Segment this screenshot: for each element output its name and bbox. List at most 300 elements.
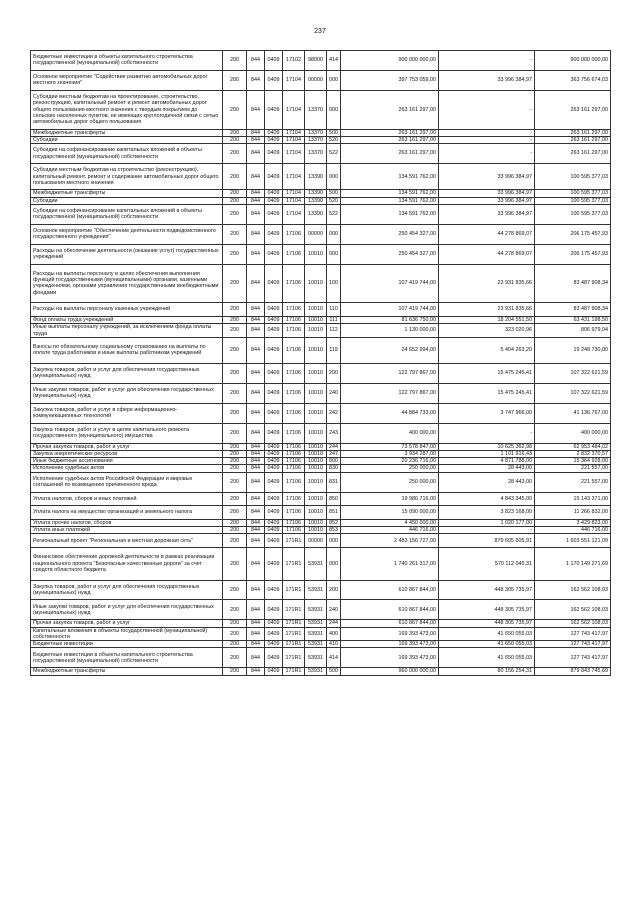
row-v1-cell: 169 393 473,00	[341, 648, 439, 668]
row-v2-cell: -	[439, 144, 535, 164]
table-row	[31, 600, 611, 620]
row-c3-cell: 0409	[265, 129, 283, 136]
row-c6-cell: 522	[327, 144, 341, 164]
row-c5-cell: 13370	[305, 129, 327, 136]
row-c1-cell: 200	[223, 164, 247, 190]
row-v1-cell: 250 000,00	[341, 465, 439, 472]
row-v1-cell: 134 591 762,00	[341, 164, 439, 190]
row-c3-cell: 0409	[265, 264, 283, 303]
row-c5-cell: 00000	[305, 70, 327, 90]
row-c6-cell: 242	[327, 403, 341, 423]
row-v3-cell: 206 175 457,93	[535, 224, 611, 244]
row-name-cell: Расходы на выплаты персоналу казенных учреждений	[31, 303, 223, 317]
row-c5-cell: 10010	[305, 472, 327, 492]
row-c6-cell: 500	[327, 668, 341, 675]
row-v3-cell: 127 743 417,97	[535, 641, 611, 648]
row-v1-cell: 107 419 744,00	[341, 264, 439, 303]
row-c1-cell: 200	[223, 316, 247, 323]
row-c3-cell: 0409	[265, 190, 283, 197]
row-c1-cell: 200	[223, 383, 247, 403]
row-v2-cell: 41 650 055,03	[439, 627, 535, 641]
table-row	[31, 363, 611, 383]
row-v2-cell: 448 305 735,97	[439, 620, 535, 627]
row-v3-cell: 100 595 377,03	[535, 164, 611, 190]
row-c2-cell: 844	[247, 51, 265, 71]
row-v2-cell: 15 475 245,41	[439, 383, 535, 403]
table-row	[31, 534, 611, 548]
row-c4-cell: 17104	[283, 164, 305, 190]
row-v1-cell: 122 797 867,00	[341, 383, 439, 403]
row-c2-cell: 844	[247, 363, 265, 383]
table-row	[31, 641, 611, 648]
row-c3-cell: 0409	[265, 519, 283, 526]
row-c5-cell: 10010	[305, 363, 327, 383]
row-v3-cell: 15 143 371,00	[535, 492, 611, 506]
row-c4-cell: 171R1	[283, 534, 305, 548]
row-v2-cell: 41 650 055,03	[439, 648, 535, 668]
row-c4-cell: 171R1	[283, 600, 305, 620]
row-name-cell: Субсидии	[31, 136, 223, 143]
row-c5-cell: 10010	[305, 316, 327, 323]
row-c2-cell: 844	[247, 129, 265, 136]
row-c5-cell: 10010	[305, 443, 327, 450]
row-c6-cell: 100	[327, 264, 341, 303]
table-row	[31, 648, 611, 668]
row-c6-cell: 000	[327, 224, 341, 244]
row-c5-cell: 13370	[305, 90, 327, 129]
row-c1-cell: 200	[223, 303, 247, 317]
row-v3-cell: 63 431 198,50	[535, 316, 611, 323]
row-c4-cell: 171R1	[283, 648, 305, 668]
table-row	[31, 519, 611, 526]
row-c1-cell: 200	[223, 136, 247, 143]
row-name-cell: Бюджетные инвестиции	[31, 641, 223, 648]
row-c1-cell: 200	[223, 641, 247, 648]
row-v2-cell: 879 605 605,91	[439, 534, 535, 548]
row-c4-cell: 17104	[283, 204, 305, 224]
row-v3-cell: 263 161 297,00	[535, 90, 611, 129]
row-name-cell: Иные бюджетные ассигнования	[31, 458, 223, 465]
row-c3-cell: 0409	[265, 668, 283, 675]
row-v3-cell: 263 161 297,00	[535, 144, 611, 164]
row-name-cell: Уплата иных платежей	[31, 527, 223, 534]
row-v3-cell: 100 595 377,03	[535, 204, 611, 224]
row-c3-cell: 0409	[265, 580, 283, 600]
row-c4-cell: 17106	[283, 465, 305, 472]
row-name-cell: Закупка товаров, работ и услуг для обеспечения государственных (муниципальных) нужд	[31, 363, 223, 383]
row-v1-cell: 610 867 844,00	[341, 600, 439, 620]
row-v2-cell: 3 747 966,00	[439, 403, 535, 423]
row-c2-cell: 844	[247, 337, 265, 363]
row-v2-cell: 570 112 045,31	[439, 548, 535, 581]
row-c4-cell: 17102	[283, 51, 305, 71]
row-v2-cell: 33 996 384,97	[439, 70, 535, 90]
row-v2-cell: -	[439, 136, 535, 143]
row-c5-cell: 53931	[305, 648, 327, 668]
row-c6-cell: 000	[327, 534, 341, 548]
row-name-cell: Субсидии на софинансирование капитальных вложений в объекты государственной (муниципальной) собственности	[31, 144, 223, 164]
row-v3-cell: 446 716,00	[535, 527, 611, 534]
row-name-cell: Финансовое обеспечение дорожной деятельности в рамках реализации национального проекта "Безопасные качественные дороги" за счет средств областного бюджета	[31, 548, 223, 581]
row-c1-cell: 200	[223, 197, 247, 204]
row-v3-cell: 107 322 621,59	[535, 383, 611, 403]
row-c1-cell: 200	[223, 443, 247, 450]
row-v3-cell: 127 743 417,97	[535, 627, 611, 641]
row-c1-cell: 200	[223, 423, 247, 443]
row-c5-cell: 10010	[305, 403, 327, 423]
table-row	[31, 164, 611, 190]
table-row	[31, 506, 611, 520]
row-v1-cell: 3 934 287,00	[341, 450, 439, 457]
row-c6-cell: 400	[327, 627, 341, 641]
row-c6-cell: 244	[327, 443, 341, 450]
row-c3-cell: 0409	[265, 363, 283, 383]
row-c1-cell: 200	[223, 51, 247, 71]
row-v2-cell: 18 204 551,50	[439, 316, 535, 323]
row-c4-cell: 17106	[283, 264, 305, 303]
row-c6-cell: 414	[327, 648, 341, 668]
row-c4-cell: 17106	[283, 506, 305, 520]
row-name-cell: Уплата налога на имущество организаций и земельного налога	[31, 506, 223, 520]
row-v1-cell: 19 986 716,00	[341, 492, 439, 506]
row-c4-cell: 17106	[283, 519, 305, 526]
row-v3-cell: 11 266 832,00	[535, 506, 611, 520]
row-c6-cell: 500	[327, 129, 341, 136]
table-row	[31, 129, 611, 136]
row-c1-cell: 200	[223, 363, 247, 383]
row-c3-cell: 0409	[265, 164, 283, 190]
row-v2-cell: 15 475 245,41	[439, 363, 535, 383]
row-name-cell: Взносы по обязательному социальному страхованию на выплаты по оплате труда работников и иные выплаты работникам учреждений	[31, 337, 223, 363]
row-c2-cell: 844	[247, 324, 265, 338]
row-c4-cell: 17106	[283, 492, 305, 506]
row-v2-cell: 28 443,00	[439, 472, 535, 492]
row-name-cell: Межбюджетные трансферты	[31, 129, 223, 136]
row-v3-cell: 83 487 908,34	[535, 264, 611, 303]
table-row	[31, 580, 611, 600]
row-c5-cell: 13390	[305, 190, 327, 197]
row-v1-cell: 263 161 297,00	[341, 129, 439, 136]
row-c5-cell: 10010	[305, 465, 327, 472]
table-row	[31, 244, 611, 264]
row-c1-cell: 200	[223, 244, 247, 264]
row-v1-cell: 1 740 261 317,00	[341, 548, 439, 581]
row-c5-cell: 10010	[305, 519, 327, 526]
row-c2-cell: 844	[247, 580, 265, 600]
table-row	[31, 144, 611, 164]
row-v1-cell: 250 454 327,00	[341, 244, 439, 264]
row-c1-cell: 200	[223, 472, 247, 492]
row-v3-cell: 107 322 621,59	[535, 363, 611, 383]
row-c3-cell: 0409	[265, 472, 283, 492]
row-v3-cell: 221 557,00	[535, 465, 611, 472]
table-row	[31, 264, 611, 303]
row-c6-cell: 244	[327, 620, 341, 627]
row-v2-cell: 41 650 055,03	[439, 641, 535, 648]
row-c3-cell: 0409	[265, 641, 283, 648]
row-v1-cell: 169 393 473,00	[341, 627, 439, 641]
table-row	[31, 423, 611, 443]
row-c5-cell: 10010	[305, 506, 327, 520]
row-c2-cell: 844	[247, 627, 265, 641]
row-name-cell: Закупка товаров, работ и услуг в сфере информационно-коммуникационных технологий	[31, 403, 223, 423]
row-c4-cell: 17106	[283, 450, 305, 457]
row-v3-cell: 83 487 908,34	[535, 303, 611, 317]
row-c6-cell: 410	[327, 641, 341, 648]
row-c1-cell: 200	[223, 144, 247, 164]
row-v1-cell: 250 454 327,00	[341, 224, 439, 244]
row-c1-cell: 200	[223, 620, 247, 627]
row-c2-cell: 844	[247, 492, 265, 506]
row-v1-cell: 263 161 297,00	[341, 136, 439, 143]
row-v3-cell: 162 562 108,03	[535, 620, 611, 627]
row-c6-cell: 522	[327, 204, 341, 224]
row-v1-cell: 250 000,00	[341, 472, 439, 492]
row-c2-cell: 844	[247, 244, 265, 264]
row-c1-cell: 200	[223, 90, 247, 129]
row-c2-cell: 844	[247, 641, 265, 648]
row-c1-cell: 200	[223, 224, 247, 244]
row-c1-cell: 200	[223, 548, 247, 581]
row-c5-cell: 53931	[305, 548, 327, 581]
row-v3-cell: 806 979,04	[535, 324, 611, 338]
row-c3-cell: 0409	[265, 316, 283, 323]
row-v1-cell: 446 716,00	[341, 527, 439, 534]
row-c2-cell: 844	[247, 527, 265, 534]
row-c1-cell: 200	[223, 324, 247, 338]
row-c3-cell: 0409	[265, 534, 283, 548]
row-v1-cell: 24 652 994,00	[341, 337, 439, 363]
row-v3-cell: 127 743 417,97	[535, 648, 611, 668]
table-row	[31, 224, 611, 244]
row-v3-cell: 221 557,00	[535, 472, 611, 492]
row-v3-cell: 2 832 370,57	[535, 450, 611, 457]
row-c4-cell: 17104	[283, 190, 305, 197]
row-v2-cell: -	[439, 90, 535, 129]
row-c6-cell: 240	[327, 600, 341, 620]
row-c2-cell: 844	[247, 197, 265, 204]
row-v1-cell: 169 393 473,00	[341, 641, 439, 648]
row-c2-cell: 844	[247, 144, 265, 164]
row-v3-cell: 263 161 297,00	[535, 136, 611, 143]
table-row	[31, 190, 611, 197]
row-c2-cell: 844	[247, 303, 265, 317]
row-c5-cell: 10010	[305, 303, 327, 317]
row-c5-cell: 53931	[305, 580, 327, 600]
row-c6-cell: 520	[327, 136, 341, 143]
row-c4-cell: 17106	[283, 403, 305, 423]
row-c5-cell: 10010	[305, 458, 327, 465]
row-c1-cell: 200	[223, 450, 247, 457]
row-c5-cell: 10010	[305, 492, 327, 506]
row-c1-cell: 200	[223, 403, 247, 423]
row-v3-cell: 100 595 377,03	[535, 197, 611, 204]
table-row	[31, 136, 611, 143]
row-name-cell: Бюджетные инвестиции в объекты капитального строительства государственной (муниципальной) собственности	[31, 51, 223, 71]
row-c3-cell: 0409	[265, 506, 283, 520]
row-c4-cell: 17106	[283, 458, 305, 465]
row-name-cell: Закупка энергетических ресурсов	[31, 450, 223, 457]
table-row	[31, 316, 611, 323]
row-c4-cell: 17106	[283, 224, 305, 244]
table-row	[31, 324, 611, 338]
row-c2-cell: 844	[247, 70, 265, 90]
row-v1-cell: 107 419 744,00	[341, 303, 439, 317]
row-c4-cell: 17106	[283, 363, 305, 383]
row-c1-cell: 200	[223, 600, 247, 620]
row-name-cell: Субсидии на софинансирование капитальных вложений в объекты государственной (муниципальной) собственности	[31, 204, 223, 224]
row-v2-cell: 80 156 254,31	[439, 668, 535, 675]
row-v1-cell: 81 636 750,00	[341, 316, 439, 323]
row-c6-cell: 500	[327, 190, 341, 197]
row-name-cell: Закупка товаров, работ и услуг в целях капитального ремонта государственного (муниципального) имущества	[31, 423, 223, 443]
row-c1-cell: 200	[223, 458, 247, 465]
row-v2-cell: 4 843 345,00	[439, 492, 535, 506]
row-c5-cell: 98000	[305, 51, 327, 71]
row-c4-cell: 17106	[283, 324, 305, 338]
row-c2-cell: 844	[247, 600, 265, 620]
row-c5-cell: 53931	[305, 641, 327, 648]
row-c3-cell: 0409	[265, 450, 283, 457]
row-name-cell: Прочая закупка товаров, работ и услуг	[31, 620, 223, 627]
row-c2-cell: 844	[247, 190, 265, 197]
row-c3-cell: 0409	[265, 303, 283, 317]
row-c2-cell: 844	[247, 316, 265, 323]
page-number: 237	[314, 28, 326, 35]
row-name-cell: Иные выплаты персоналу учреждений, за исключением фонда оплаты труда	[31, 324, 223, 338]
row-c5-cell: 10010	[305, 423, 327, 443]
row-v3-cell: 263 161 297,00	[535, 129, 611, 136]
row-c1-cell: 200	[223, 492, 247, 506]
row-v3-cell: 62 953 484,02	[535, 443, 611, 450]
row-c1-cell: 200	[223, 580, 247, 600]
row-c3-cell: 0409	[265, 648, 283, 668]
table-row	[31, 197, 611, 204]
row-c3-cell: 0409	[265, 527, 283, 534]
row-c4-cell: 17106	[283, 337, 305, 363]
row-c1-cell: 200	[223, 70, 247, 90]
row-c5-cell: 53931	[305, 620, 327, 627]
table-row	[31, 465, 611, 472]
row-c3-cell: 0409	[265, 620, 283, 627]
row-c2-cell: 844	[247, 164, 265, 190]
row-v3-cell: 162 562 108,03	[535, 600, 611, 620]
row-c4-cell: 17106	[283, 423, 305, 443]
row-c4-cell: 171R1	[283, 580, 305, 600]
row-c5-cell: 10010	[305, 244, 327, 264]
row-v2-cell: -	[439, 129, 535, 136]
row-v2-cell: 33 996 384,97	[439, 164, 535, 190]
table-row	[31, 472, 611, 492]
row-c5-cell: 10010	[305, 324, 327, 338]
row-c6-cell: 000	[327, 548, 341, 581]
row-v2-cell: 448 305 735,97	[439, 600, 535, 620]
row-c4-cell: 171R1	[283, 641, 305, 648]
row-v3-cell: 41 136 767,00	[535, 403, 611, 423]
row-c1-cell: 200	[223, 627, 247, 641]
row-name-cell: Иные закупки товаров, работ и услуг для обеспечения государственных (муниципальных) нужд	[31, 383, 223, 403]
row-c6-cell: 112	[327, 324, 341, 338]
row-c4-cell: 17106	[283, 316, 305, 323]
row-c6-cell: 111	[327, 316, 341, 323]
row-c1-cell: 200	[223, 648, 247, 668]
row-c2-cell: 844	[247, 548, 265, 581]
row-name-cell: Исполнение судебных актов Российской Федерации и мировых соглашений по возмещению причиненного вреда	[31, 472, 223, 492]
row-v1-cell: 134 591 762,00	[341, 197, 439, 204]
row-c3-cell: 0409	[265, 403, 283, 423]
row-c4-cell: 17104	[283, 70, 305, 90]
row-c2-cell: 844	[247, 383, 265, 403]
row-v3-cell: 1 603 551 121,09	[535, 534, 611, 548]
row-c3-cell: 0409	[265, 458, 283, 465]
row-c6-cell: 830	[327, 465, 341, 472]
row-v3-cell: 19 248 730,80	[535, 337, 611, 363]
row-c3-cell: 0409	[265, 144, 283, 164]
row-c4-cell: 17104	[283, 90, 305, 129]
budget-table	[30, 50, 611, 676]
row-c1-cell: 200	[223, 465, 247, 472]
table-body	[31, 51, 611, 676]
row-v1-cell: 122 797 867,00	[341, 363, 439, 383]
row-c6-cell: 800	[327, 458, 341, 465]
row-c5-cell: 53931	[305, 627, 327, 641]
row-v2-cell: 28 443,00	[439, 465, 535, 472]
row-c6-cell: 247	[327, 450, 341, 457]
row-c1-cell: 200	[223, 668, 247, 675]
row-c2-cell: 844	[247, 403, 265, 423]
row-c2-cell: 844	[247, 648, 265, 668]
row-c5-cell: 13390	[305, 197, 327, 204]
row-v1-cell: 2 483 156 727,00	[341, 534, 439, 548]
row-c4-cell: 17106	[283, 443, 305, 450]
row-c6-cell: 852	[327, 519, 341, 526]
row-c6-cell: 110	[327, 303, 341, 317]
row-c2-cell: 844	[247, 534, 265, 548]
row-name-cell: Расходы на выплаты персоналу в целях обеспечения выполнения функций государственными (муниципальными) органами, казенными учреждениями, органами управления государственными внебюджетными фондами	[31, 264, 223, 303]
table-row	[31, 627, 611, 641]
row-v2-cell: 448 305 735,97	[439, 580, 535, 600]
row-c2-cell: 844	[247, 90, 265, 129]
row-c5-cell: 13370	[305, 144, 327, 164]
row-v1-cell: 134 591 762,00	[341, 190, 439, 197]
row-c3-cell: 0409	[265, 383, 283, 403]
row-v1-cell: 610 867 844,00	[341, 620, 439, 627]
row-c3-cell: 0409	[265, 244, 283, 264]
row-c3-cell: 0409	[265, 224, 283, 244]
row-c3-cell: 0409	[265, 70, 283, 90]
table-row	[31, 51, 611, 71]
row-name-cell: Основное мероприятие "Обеспечение деятельности подведомственного государственного учреждения"	[31, 224, 223, 244]
row-c5-cell: 00000	[305, 534, 327, 548]
row-c4-cell: 17104	[283, 129, 305, 136]
row-c6-cell: 000	[327, 164, 341, 190]
table-row	[31, 70, 611, 90]
row-name-cell: Капитальные вложения в объекты государственной (муниципальной) собственности	[31, 627, 223, 641]
row-c6-cell: 520	[327, 197, 341, 204]
row-v3-cell: 1 170 149 271,69	[535, 548, 611, 581]
row-v2-cell: 1 020 177,00	[439, 519, 535, 526]
row-c3-cell: 0409	[265, 465, 283, 472]
table-row	[31, 303, 611, 317]
row-c6-cell: 831	[327, 472, 341, 492]
row-c3-cell: 0409	[265, 492, 283, 506]
row-name-cell: Уплата налогов, сборов и иных платежей	[31, 492, 223, 506]
row-c2-cell: 844	[247, 519, 265, 526]
table-row	[31, 450, 611, 457]
row-c6-cell: 000	[327, 70, 341, 90]
row-c2-cell: 844	[247, 264, 265, 303]
row-c3-cell: 0409	[265, 548, 283, 581]
